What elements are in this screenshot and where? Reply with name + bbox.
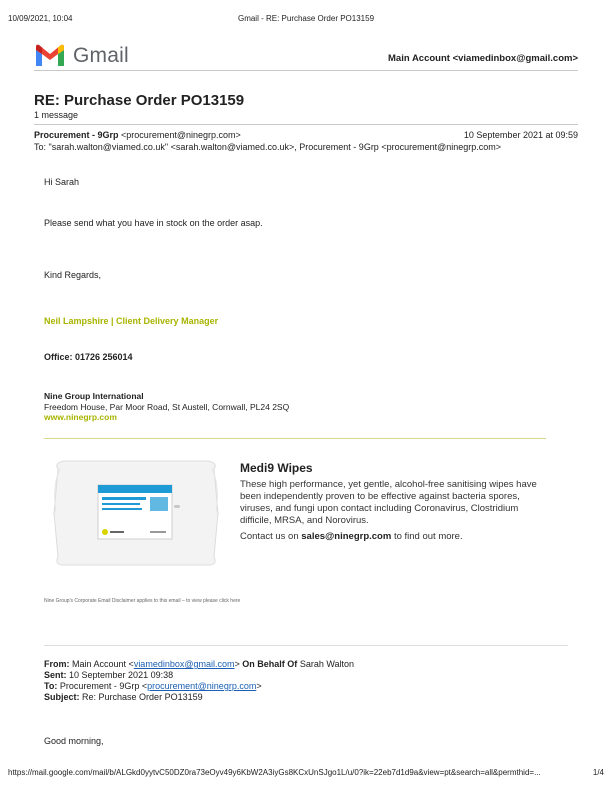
message-date: 10 September 2021 at 09:59: [463, 130, 578, 140]
closing: Kind Regards,: [44, 270, 102, 280]
behalf-name: Sarah Walton: [299, 659, 355, 669]
quoted-subject-value: Re: Purchase Order PO13159: [82, 692, 203, 702]
quoted-to-email-link[interactable]: procurement@ninegrp.com: [147, 681, 257, 691]
print-title: Gmail - RE: Purchase Order PO13159: [237, 14, 375, 23]
page-number: 1/4: [592, 768, 604, 777]
quoted-from-name: Main Account <: [72, 659, 134, 669]
body-line: Please send what you have in stock on the order asap.: [44, 218, 263, 228]
promo-contact-suffix: to find out more.: [391, 531, 463, 542]
quoted-sent: [44, 670, 173, 680]
quoted-from-close: >: [234, 659, 240, 669]
sender-email: <procurement@ninegrp.com>: [121, 130, 241, 140]
sales-email-link[interactable]: sales@ninegrp.com: [301, 531, 392, 542]
quoted-greeting: Good morning,: [44, 736, 104, 746]
company-website-link[interactable]: www.ninegrp.com: [44, 412, 117, 422]
quoted-subject: [44, 692, 203, 702]
company-address: Freedom House, Par Moor Road, St Austell, Cornwall, PL24 2SQ: [44, 402, 290, 412]
print-datetime: 10/09/2021, 10:04: [8, 14, 73, 23]
promo-contact: [240, 531, 463, 542]
quoted-from: [44, 659, 354, 669]
print-url: https://mail.google.com/mail/b/ALGkd0yytvC50DZ0ra73eOyv49y6KbW2A3iyGs8KCxUnSJgo1L/u/0?ik=22eb7d1d9a&view=pt&search=all&permthid=...: [8, 768, 541, 777]
signature-name: Neil Lampshire | Client Delivery Manager: [44, 316, 219, 326]
signature-divider: [44, 438, 546, 439]
quoted-to: [44, 681, 262, 691]
message-count: 1 message: [34, 110, 79, 120]
sender-name: Procurement - 9Grp: [34, 130, 119, 140]
account-label: Main Account <viamedinbox@gmail.com>: [388, 53, 578, 64]
quoted-sent-value: 10 September 2021 09:38: [69, 670, 174, 680]
header-divider: [34, 70, 578, 71]
thread-subject: RE: Purchase Order PO13159: [34, 92, 245, 109]
greeting: Hi Sarah: [44, 177, 80, 187]
gmail-wordmark: Gmail: [73, 44, 129, 67]
office-phone: Office: 01726 256014: [44, 352, 133, 362]
quote-divider: [44, 645, 568, 646]
quoted-from-label: From:: [44, 659, 70, 669]
message-recipients: To: "sarah.walton@viamed.co.uk" <sarah.walton@viamed.co.uk>, Procurement - 9Grp <procurement@ninegrp.com>: [34, 142, 502, 152]
quoted-subject-label: Subject:: [44, 692, 80, 702]
promo-description: These high performance, yet gentle, alcohol-free sanitising wipes have been independently proven to be effective against bacteria spores, viruses, and fungi upon contact including Coronavirus, Clostridium difficile, MRSA, and Norovirus.: [240, 479, 537, 526]
company-name: Nine Group International: [44, 391, 144, 401]
quoted-sent-label: Sent:: [44, 670, 67, 680]
behalf-label: On Behalf Of: [242, 659, 298, 669]
thread-divider: [34, 124, 578, 125]
message-from: [34, 130, 241, 140]
quoted-to-name: Procurement - 9Grp <: [59, 681, 148, 691]
quoted-to-close: >: [256, 681, 262, 691]
quoted-to-label: To:: [44, 681, 58, 691]
promo-title: Medi9 Wipes: [240, 461, 313, 475]
quoted-from-email-link[interactable]: viamedinbox@gmail.com: [133, 659, 235, 669]
email-disclaimer-link[interactable]: Nine Group's Corporate Email Disclaimer applies to this email – to view please click here: [44, 598, 241, 604]
wipes-pack-image[interactable]: [50, 455, 222, 571]
gmail-logo-icon: [34, 44, 66, 68]
promo-contact-prefix: Contact us on: [240, 531, 302, 542]
